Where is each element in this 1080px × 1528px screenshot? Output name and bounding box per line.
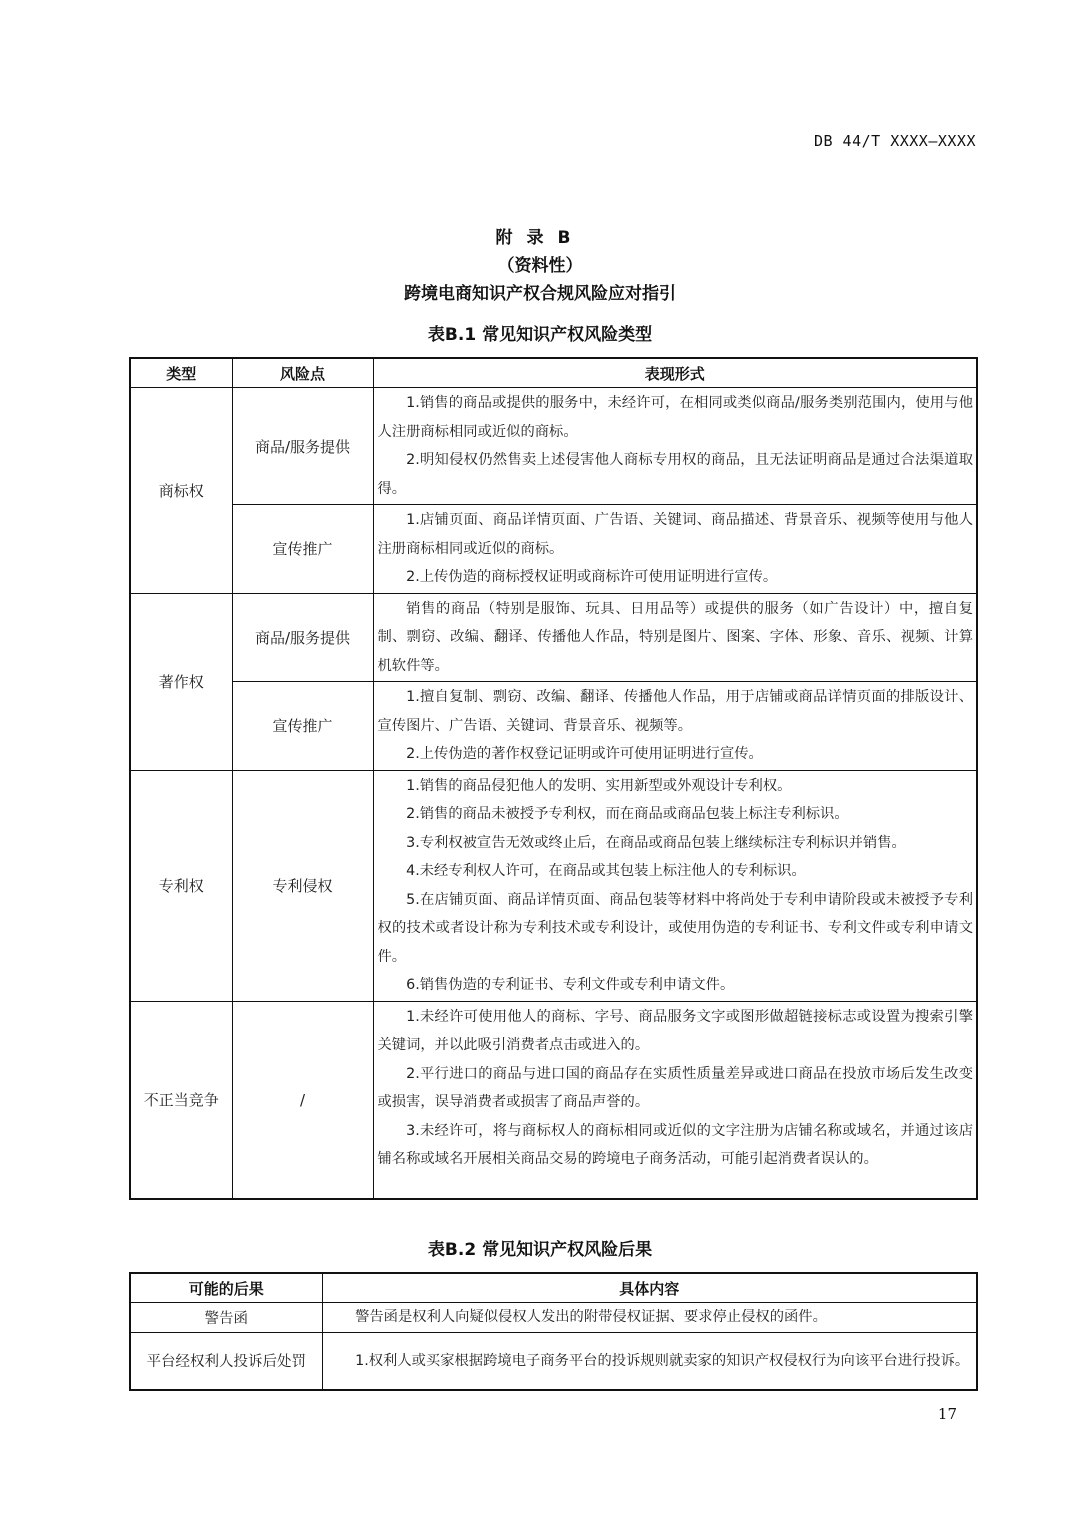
content-text: 警告函是权利人向疑似侵权人发出的附带侵权证据、要求停止侵权的函件。	[355, 1309, 827, 1325]
form-cell	[373, 682, 977, 771]
consequence-cell: 警告函	[130, 1303, 322, 1333]
risk-cell: 宣传推广	[232, 682, 373, 771]
table2-caption: 表B.2 常见知识产权风险后果	[427, 1240, 653, 1260]
header-consequence: 可能的后果	[130, 1273, 322, 1303]
content-text: 1.权利人或买家根据跨境电子商务平台的投诉规则就卖家的知识产权侵权行为向该平台进行投诉。	[355, 1352, 970, 1369]
form-item: 2.上传伪造的著作权登记证明或许可使用证明进行宣传。	[406, 746, 763, 762]
form-item: 销售的商品（特别是服饰、玩具、日用品等）或提供的服务（如广告设计）中，擅自复制、剽窃、改编、翻译、传播他人作品，特别是图片、图案、字体、形象、音乐、视频、计算机软件等。	[377, 600, 973, 674]
risk-types-table	[129, 357, 978, 1200]
form-cell	[373, 388, 977, 505]
page-number: 17	[937, 1405, 957, 1423]
table-header-row	[130, 358, 977, 388]
consequence-cell: 平台经权利人投诉后处罚	[130, 1332, 322, 1390]
table-row	[130, 593, 977, 682]
form-item: 2.明知侵权仍然售卖上述侵害他人商标专用权的商品，且无法证明商品是通过合法渠道取得。	[377, 452, 973, 497]
header-risk-point: 风险点	[232, 358, 373, 388]
risk-cell: 宣传推广	[232, 505, 373, 594]
form-item: 4.未经专利权人许可，在商品或其包装上标注他人的专利标识。	[406, 863, 806, 879]
header-content: 具体内容	[322, 1273, 977, 1303]
table-row	[130, 1332, 977, 1390]
form-cell	[373, 505, 977, 594]
table-row	[130, 1303, 977, 1333]
appendix-title: 跨境电商知识产权合规风险应对指引	[404, 284, 676, 304]
form-item: 5.在店铺页面、商品详情页面、商品包装等材料中将尚处于专利申请阶段或未被授予专利权的技术或者设计称为专利技术或专利设计，或使用伪造的专利证书、专利文件或专利申请文件。	[377, 891, 973, 965]
risk-cell: 商品/服务提供	[232, 593, 373, 682]
content-cell	[322, 1332, 977, 1390]
type-cell: 不正当竞争	[130, 1001, 232, 1199]
risk-cell: 专利侵权	[232, 770, 373, 1001]
form-item: 3.专利权被宣告无效或终止后，在商品或商品包装上继续标注专利标识并销售。	[406, 834, 906, 851]
form-item: 1.销售的商品侵犯他人的发明、实用新型或外观设计专利权。	[406, 777, 792, 794]
form-cell	[373, 1001, 977, 1199]
table-header-row	[130, 1273, 977, 1303]
type-cell: 商标权	[130, 388, 232, 594]
risk-cell: /	[232, 1001, 373, 1199]
form-item: 3.未经许可，将与商标权人的商标相同或近似的文字注册为店铺名称或域名，并通过该店铺名称或域名开展相关商品交易的跨境电子商务活动，可能引起消费者误认的。	[377, 1122, 973, 1167]
table-row	[130, 388, 977, 505]
form-cell	[373, 770, 977, 1001]
content-cell	[322, 1303, 977, 1333]
table-row	[130, 505, 977, 594]
header-form: 表现形式	[373, 358, 977, 388]
table-row	[130, 682, 977, 771]
form-cell	[373, 593, 977, 682]
form-item: 1.店铺页面、商品详情页面、广告语、关键词、商品描述、背景音乐、视频等使用与他人注册商标相同或近似的商标。	[377, 512, 973, 557]
form-item: 2.销售的商品未被授予专利权，而在商品或商品包装上标注专利标识。	[406, 806, 849, 822]
form-item: 2.上传伪造的商标授权证明或商标许可使用证明进行宣传。	[406, 569, 778, 585]
table1-caption: 表B.1 常见知识产权风险类型	[427, 325, 653, 345]
form-item: 1.未经许可使用他人的商标、字号、商品服务文字或图形做超链接标志或设置为搜索引擎关键词，并以此吸引消费者点击或进入的。	[377, 1008, 973, 1053]
type-cell: 专利权	[130, 770, 232, 1001]
appendix-label: 附录B	[495, 228, 585, 248]
form-item: 6.销售伪造的专利证书、专利文件或专利申请文件。	[406, 977, 735, 993]
type-cell: 著作权	[130, 593, 232, 770]
document-code: DB 44/T XXXX—XXXX	[813, 132, 976, 150]
table-row	[130, 770, 977, 1001]
form-item: 1.擅自复制、剽窃、改编、翻译、传播他人作品，用于店铺或商品详情页面的排版设计、宣传图片、广告语、关键词、背景音乐、视频等。	[377, 689, 973, 734]
appendix-nature: （资料性）	[497, 256, 583, 276]
table-row	[130, 1001, 977, 1199]
form-item: 2.平行进口的商品与进口国的商品存在实质性质量差异或进口商品在投放市场后发生改变或损害，误导消费者或损害了商品声誉的。	[377, 1065, 973, 1110]
form-item: 1.销售的商品或提供的服务中，未经许可，在相同或类似商品/服务类别范围内，使用与他人注册商标相同或近似的商标。	[377, 395, 973, 440]
risk-consequences-table	[129, 1272, 978, 1391]
header-type: 类型	[130, 358, 232, 388]
risk-cell: 商品/服务提供	[232, 388, 373, 505]
